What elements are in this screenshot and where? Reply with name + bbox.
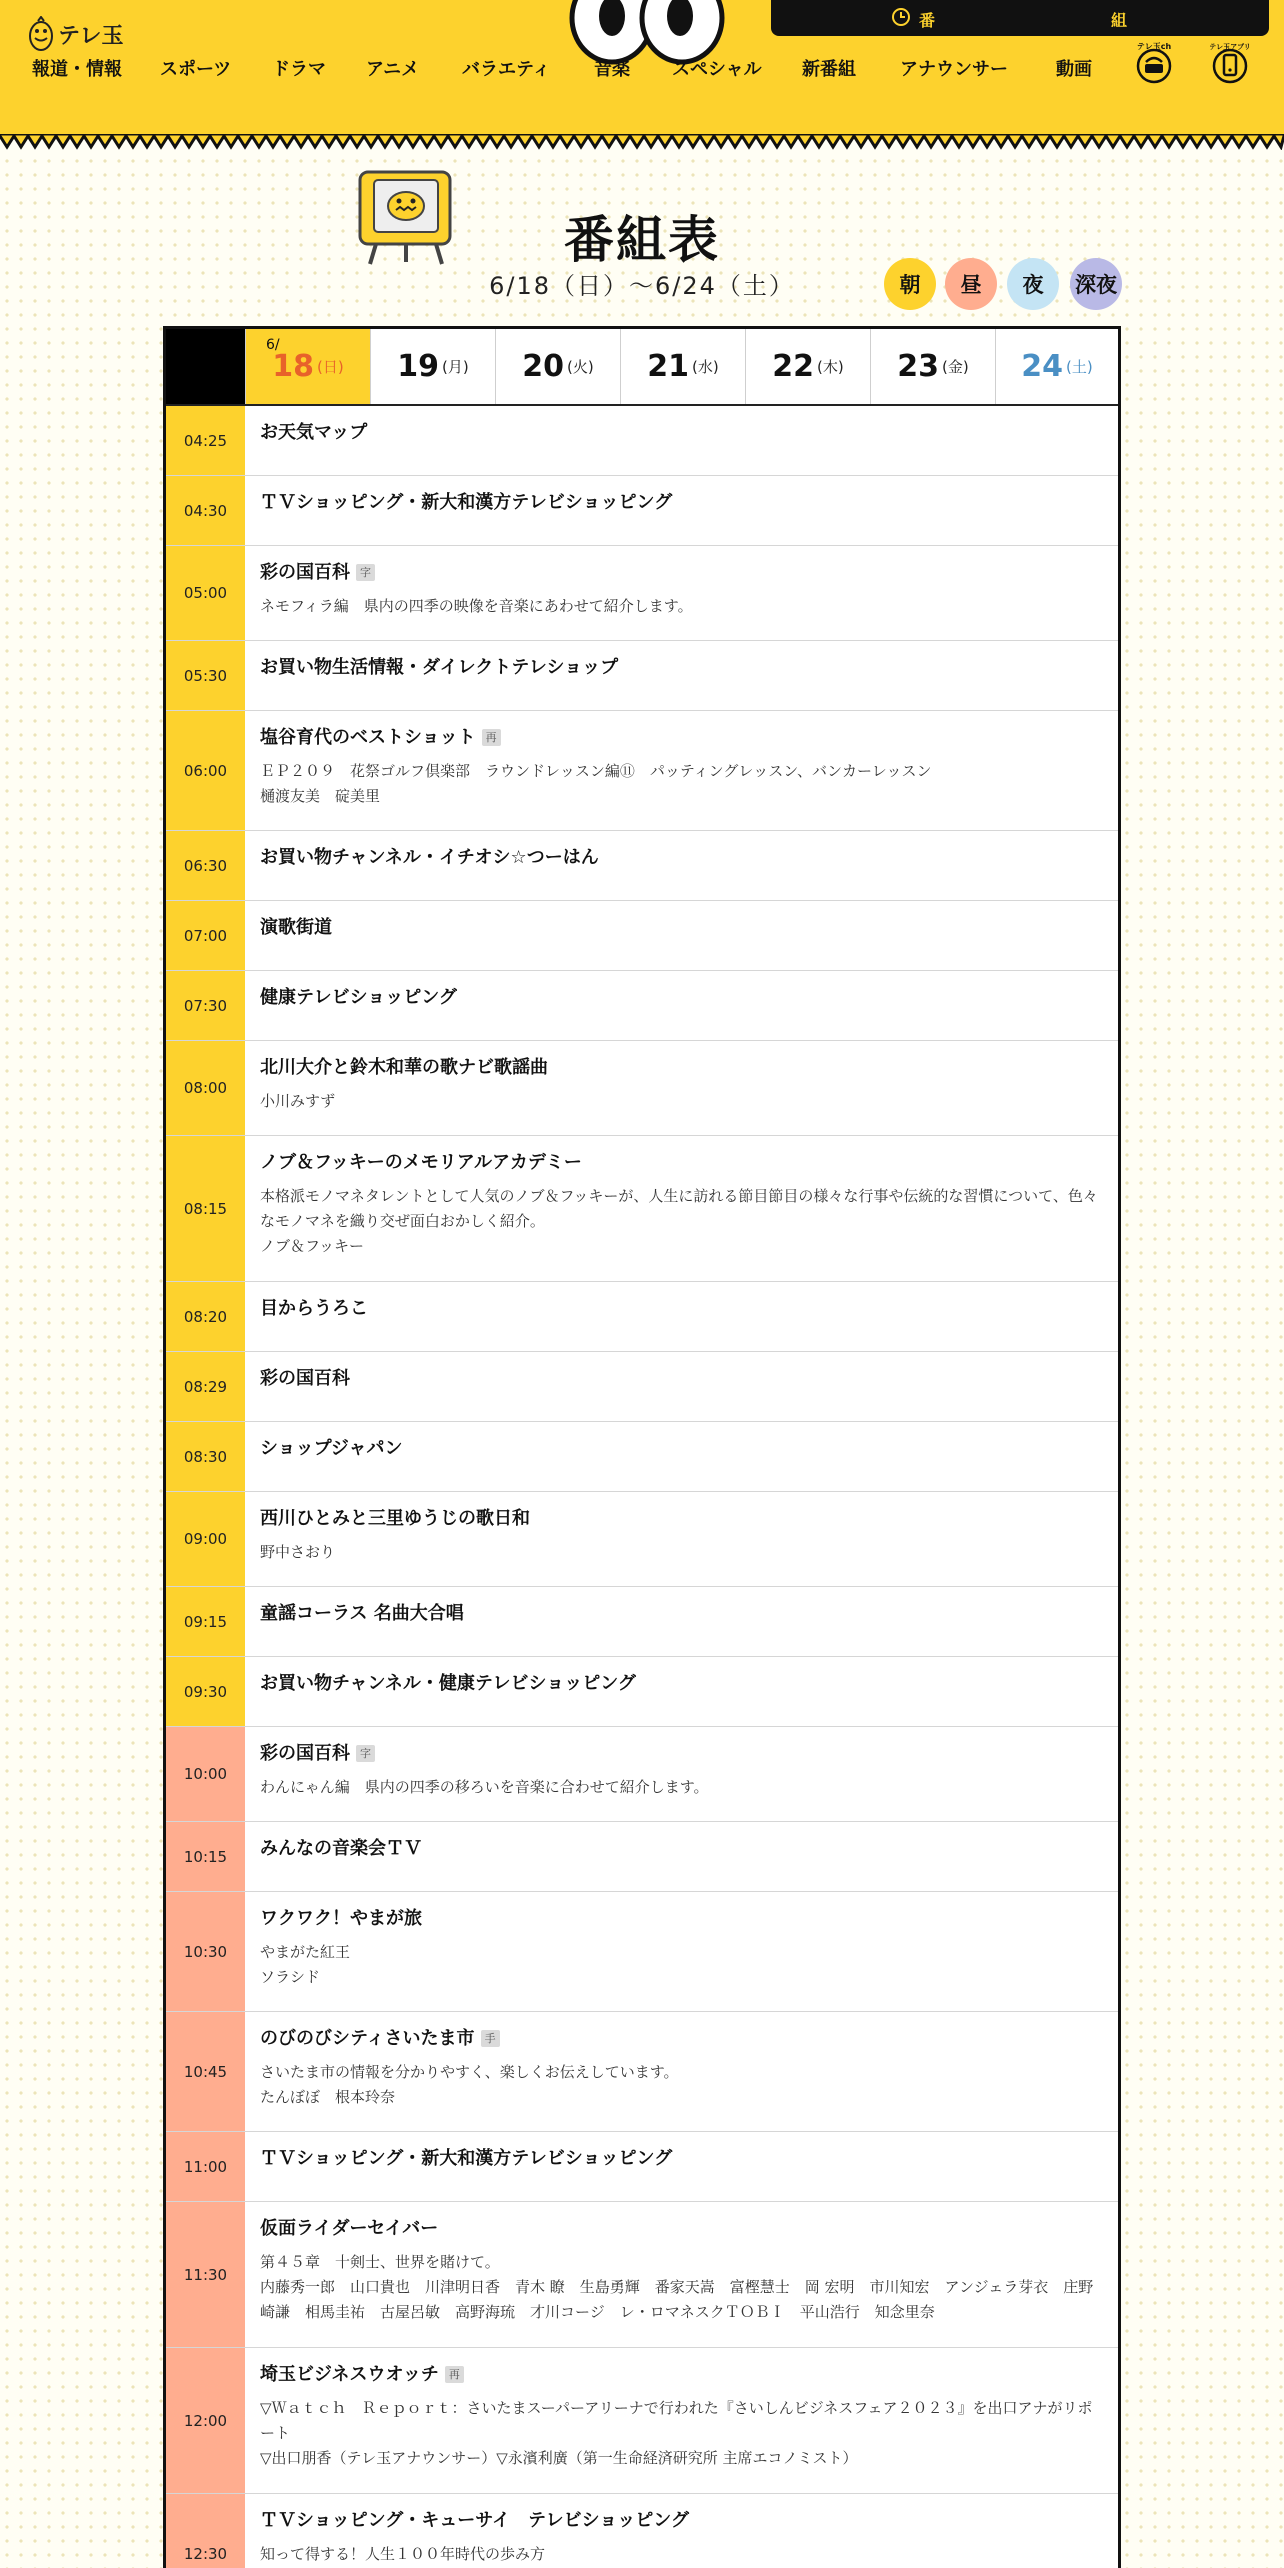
date-number: 23 — [897, 349, 940, 384]
program-time: 12:00 — [166, 2348, 245, 2493]
program-cell — [260, 726, 1098, 809]
program-cell — [260, 2217, 1098, 2325]
program-description: 本格派モノマネタレントとして人気のノブ＆フッキーが、人生に訪れる節目節目の様々な行事や伝統的な習慣について、色々なモノマネを織り交ぜ面白おかしく紹介。 ノブ＆フッキー — [260, 1187, 1098, 1255]
date-tab-0618[interactable] — [245, 329, 370, 404]
program-row[interactable] — [166, 1892, 1118, 2012]
program-row[interactable] — [166, 1282, 1118, 1352]
program-cell — [260, 1437, 1098, 1461]
program-title-line — [260, 1837, 1098, 1861]
program-description: やまがた紅王 ソラシド — [260, 1943, 351, 1986]
program-title-line — [260, 1602, 1098, 1626]
program-title[interactable]: お買い物チャンネル・イチオシ☆つーはん — [260, 847, 599, 868]
date-number: 21 — [647, 349, 690, 384]
program-cell — [260, 986, 1098, 1010]
program-title-line — [260, 561, 1098, 585]
program-schedule-table — [163, 326, 1121, 2568]
date-tab-0624[interactable] — [995, 329, 1118, 404]
program-title[interactable]: みんなの音楽会ＴＶ — [260, 1838, 422, 1859]
program-cell — [260, 2027, 1098, 2110]
program-description: 第４５章 十剣士、世界を賭けて。 内藤秀一郎 山口貴也 川津明日香 青木 瞭 生島勇輝 番家天嵩 富樫慧士 岡 宏明 市川知宏 アンジェラ芽衣 庄野崎謙 相馬圭祐 古屋呂敏 高野海琉 才川コージ レ・ロマネスクＴＯＢＩ 平山浩行 知念里奈 — [260, 2253, 1094, 2321]
time-of-day-morning-button[interactable]: 朝 — [884, 258, 936, 310]
program-title[interactable]: 目からうろこ — [260, 1298, 368, 1319]
time-of-day-evening-button[interactable]: 夜 — [1007, 258, 1059, 310]
program-description: 野中さおり — [260, 1543, 336, 1561]
program-title-line — [260, 1907, 1098, 1931]
date-weekday: (日) — [317, 358, 344, 376]
date-tab-0623[interactable] — [870, 329, 995, 404]
nav-item-new-programs[interactable]: 新番組 — [802, 59, 856, 80]
program-title[interactable]: 仮面ライダーセイバー — [260, 2218, 439, 2239]
program-time: 04:25 — [166, 406, 245, 475]
date-number: 18 — [272, 349, 315, 384]
program-cell — [260, 846, 1098, 870]
program-title-line — [260, 1742, 1098, 1766]
program-time: 11:00 — [166, 2132, 245, 2201]
program-title-line — [260, 2217, 1098, 2241]
program-title[interactable]: 演歌街道 — [260, 917, 332, 938]
program-time: 11:30 — [166, 2202, 245, 2347]
program-title-line — [260, 1151, 1098, 1175]
teletama-channel-button[interactable] — [1134, 42, 1174, 90]
date-header-row — [166, 329, 1118, 406]
date-weekday: (水) — [692, 358, 719, 376]
clock-icon — [891, 7, 911, 27]
program-cell — [260, 1367, 1098, 1391]
program-time: 07:00 — [166, 901, 245, 970]
program-title[interactable]: 西川ひとみと三里ゆうじの歌日和 — [260, 1508, 530, 1529]
program-row[interactable] — [166, 2132, 1118, 2202]
program-title-line — [260, 2363, 1098, 2387]
program-row[interactable] — [166, 406, 1118, 476]
time-of-day-late-night-button[interactable]: 深夜 — [1070, 258, 1122, 310]
nav-item-announcers[interactable]: アナウンサー — [900, 59, 1008, 80]
program-time: 09:30 — [166, 1657, 245, 1726]
mascot-logo-icon — [28, 16, 54, 52]
program-row[interactable] — [166, 971, 1118, 1041]
program-description: ＥＰ２０９ 花祭ゴルフ倶楽部 ラウンドレッスン編⑪ パッティングレッスン、バンカーレッスン 樋渡友美 碇美里 — [260, 762, 932, 805]
date-weekday: (金) — [942, 358, 969, 376]
teletama-app-label: テレ玉アプリ — [1210, 43, 1250, 51]
program-row[interactable] — [166, 1822, 1118, 1892]
program-title[interactable]: お買い物生活情報・ダイレクトテレショップ — [260, 657, 619, 678]
program-time: 08:15 — [166, 1136, 245, 1281]
date-weekday: (月) — [442, 358, 469, 376]
program-title[interactable]: 健康テレビショッピング — [260, 987, 457, 1008]
program-time: 12:30 — [166, 2494, 245, 2568]
program-time: 10:45 — [166, 2012, 245, 2131]
program-cell — [260, 1297, 1098, 1321]
program-description: ネモフィラ編 県内の四季の映像を音楽にあわせて紹介します。 — [260, 597, 693, 615]
program-time: 09:15 — [166, 1587, 245, 1656]
program-title[interactable]: ワクワク！やまが旅 — [260, 1908, 422, 1929]
program-row[interactable] — [166, 1136, 1118, 1282]
nav-item-sports[interactable]: スポーツ — [160, 59, 232, 80]
program-title[interactable]: ノブ＆フッキーのメモリアルアカデミー — [260, 1152, 582, 1173]
program-title-line — [260, 2509, 1098, 2533]
page-title: 番組表 — [564, 211, 720, 269]
program-time: 08:20 — [166, 1282, 245, 1351]
program-time: 10:15 — [166, 1822, 245, 1891]
program-row[interactable] — [166, 476, 1118, 546]
program-title-line — [260, 1437, 1098, 1461]
program-description: さいたま市の情報を分かりやすく、楽しくお伝えしています。 たんぼぼ 根本玲奈 — [260, 2063, 679, 2106]
program-description: 知って得する！人生１００年時代の歩み方 — [260, 2545, 546, 2563]
date-number: 19 — [397, 349, 440, 384]
program-time: 10:00 — [166, 1727, 245, 1821]
program-description: ▽Ｗａｔｃｈ Ｒｅｐｏｒｔ：さいたまスーパーアリーナで行われた『さいしんビジネスフェア２０２３』を出口アナがリポート ▽出口朋香（テレ玉アナウンサー）▽永濱利廣（第一生命経済研究所 主席エコノミスト） — [260, 2399, 1093, 2467]
logo-text: テレ玉 — [58, 23, 124, 49]
program-row[interactable] — [166, 641, 1118, 711]
program-cell — [260, 1151, 1098, 1259]
nav-item-videos[interactable]: 動画 — [1056, 59, 1092, 80]
time-of-day-noon-button[interactable]: 昼 — [945, 258, 997, 310]
program-cell — [260, 2363, 1098, 2471]
program-title[interactable]: ＴＶショッピング・新大和漢方テレビショッピング — [260, 2148, 673, 2169]
program-time: 08:30 — [166, 1422, 245, 1491]
program-title[interactable]: 彩の国百科 — [260, 562, 350, 583]
program-row[interactable] — [166, 1352, 1118, 1422]
program-title[interactable]: 童謡コーラス 名曲大合唱 — [260, 1603, 464, 1624]
program-time: 06:30 — [166, 831, 245, 900]
program-description: わんにゃん編 県内の四季の移ろいを音楽に合わせて紹介します。 — [260, 1778, 709, 1796]
top-bar — [771, 0, 1269, 36]
date-number: 20 — [522, 349, 565, 384]
program-description: 小川みすず — [260, 1092, 336, 1110]
date-month: 6/ — [266, 337, 280, 353]
date-header-corner — [166, 329, 245, 404]
program-title[interactable]: ＴＶショッピング・新大和漢方テレビショッピング — [260, 492, 673, 513]
week-range: 6/18（日）〜6/24（土） — [489, 272, 795, 300]
nav-item-drama[interactable]: ドラマ — [272, 59, 326, 80]
program-title-line — [260, 421, 1098, 445]
teletama-app-button[interactable] — [1210, 42, 1250, 90]
program-title-line — [260, 2147, 1098, 2171]
program-title-line — [260, 1367, 1098, 1391]
program-title[interactable]: お天気マップ — [260, 422, 368, 443]
program-row[interactable] — [166, 1727, 1118, 1822]
program-row[interactable] — [166, 2202, 1118, 2348]
program-title[interactable]: 彩の国百科 — [260, 1368, 350, 1389]
program-cell — [260, 561, 1098, 619]
program-cell — [260, 1837, 1098, 1861]
program-title-line — [260, 846, 1098, 870]
program-time: 08:29 — [166, 1352, 245, 1421]
nav-item-anime[interactable]: アニメ — [366, 59, 420, 80]
program-cell — [260, 1672, 1098, 1696]
program-badge: 字 — [356, 1745, 375, 1762]
nav-item-music[interactable]: 音楽 — [594, 59, 630, 80]
program-title-line — [260, 916, 1098, 940]
program-title-line — [260, 1507, 1098, 1531]
program-title[interactable]: 北川大介と鈴木和華の歌ナビ歌謡曲 — [260, 1057, 548, 1078]
program-time: 09:00 — [166, 1492, 245, 1586]
program-title[interactable]: 埼玉ビジネスウオッチ — [260, 2364, 439, 2385]
date-tab-0619[interactable] — [370, 329, 495, 404]
program-time: 05:00 — [166, 546, 245, 640]
topbar-label-2[interactable]: 組 — [1111, 11, 1128, 30]
program-row[interactable] — [166, 2348, 1118, 2494]
program-title-line — [260, 656, 1098, 680]
header-zigzag-edge — [0, 134, 1284, 150]
program-cell — [260, 1507, 1098, 1565]
date-weekday: (土) — [1066, 358, 1093, 376]
program-row[interactable] — [166, 1422, 1118, 1492]
program-cell — [260, 2147, 1098, 2171]
program-badge: 再 — [445, 2366, 464, 2383]
nav-item-news[interactable]: 報道・情報 — [32, 59, 122, 80]
program-title-line — [260, 986, 1098, 1010]
program-row[interactable] — [166, 1492, 1118, 1587]
site-header — [0, 0, 1284, 135]
program-row[interactable] — [166, 1587, 1118, 1657]
date-tab-0621[interactable] — [620, 329, 745, 404]
tvsaitama-logo[interactable] — [28, 16, 124, 52]
program-title[interactable]: のびのびシティさいたま市 — [260, 2028, 475, 2049]
program-title[interactable]: お買い物チャンネル・健康テレビショッピング — [260, 1673, 636, 1694]
program-row[interactable] — [166, 711, 1118, 831]
program-cell — [260, 421, 1098, 445]
program-row[interactable] — [166, 2012, 1118, 2132]
program-cell — [260, 916, 1098, 940]
program-badge: 手 — [481, 2030, 500, 2047]
teletama-channel-label: テレ玉ch — [1136, 42, 1172, 51]
program-title-line — [260, 2027, 1098, 2051]
date-number: 24 — [1021, 349, 1064, 384]
program-time: 07:30 — [166, 971, 245, 1040]
program-title-line — [260, 726, 1098, 750]
date-tab-0620[interactable] — [495, 329, 620, 404]
nav-item-variety[interactable]: バラエティ — [462, 59, 551, 80]
program-row[interactable] — [166, 546, 1118, 641]
program-badge: 再 — [482, 729, 501, 746]
program-cell — [260, 656, 1098, 680]
program-title-line — [260, 1297, 1098, 1321]
date-tab-0622[interactable] — [745, 329, 870, 404]
program-cell — [260, 1907, 1098, 1990]
program-time: 05:30 — [166, 641, 245, 710]
nav-item-special[interactable]: スペシャル — [672, 59, 762, 80]
program-title[interactable]: 彩の国百科 — [260, 1743, 350, 1764]
program-title[interactable]: 塩谷育代のベストショット — [260, 727, 476, 748]
program-cell — [260, 1742, 1098, 1800]
program-badge: 字 — [356, 564, 375, 581]
date-weekday: (木) — [817, 358, 844, 376]
program-row[interactable] — [166, 2494, 1118, 2568]
program-time: 10:30 — [166, 1892, 245, 2011]
program-cell — [260, 2509, 1098, 2567]
program-time: 08:00 — [166, 1041, 245, 1135]
program-time: 04:30 — [166, 476, 245, 545]
program-cell — [260, 1602, 1098, 1626]
program-title[interactable]: ＴＶショッピング・キューサイ テレビショッピング — [260, 2510, 689, 2531]
program-row[interactable] — [166, 1657, 1118, 1727]
program-title-line — [260, 1056, 1098, 1080]
program-title[interactable]: ショップジャパン — [260, 1438, 403, 1459]
program-row[interactable] — [166, 831, 1118, 901]
program-row[interactable] — [166, 901, 1118, 971]
program-cell — [260, 1056, 1098, 1114]
program-cell — [260, 491, 1098, 515]
program-row[interactable] — [166, 1041, 1118, 1136]
date-weekday: (火) — [567, 358, 594, 376]
topbar-label[interactable]: 番 — [919, 11, 936, 30]
main-nav — [0, 55, 1284, 89]
date-number: 22 — [772, 349, 815, 384]
program-title-line — [260, 1672, 1098, 1696]
program-title-line — [260, 491, 1098, 515]
program-time: 06:00 — [166, 711, 245, 830]
